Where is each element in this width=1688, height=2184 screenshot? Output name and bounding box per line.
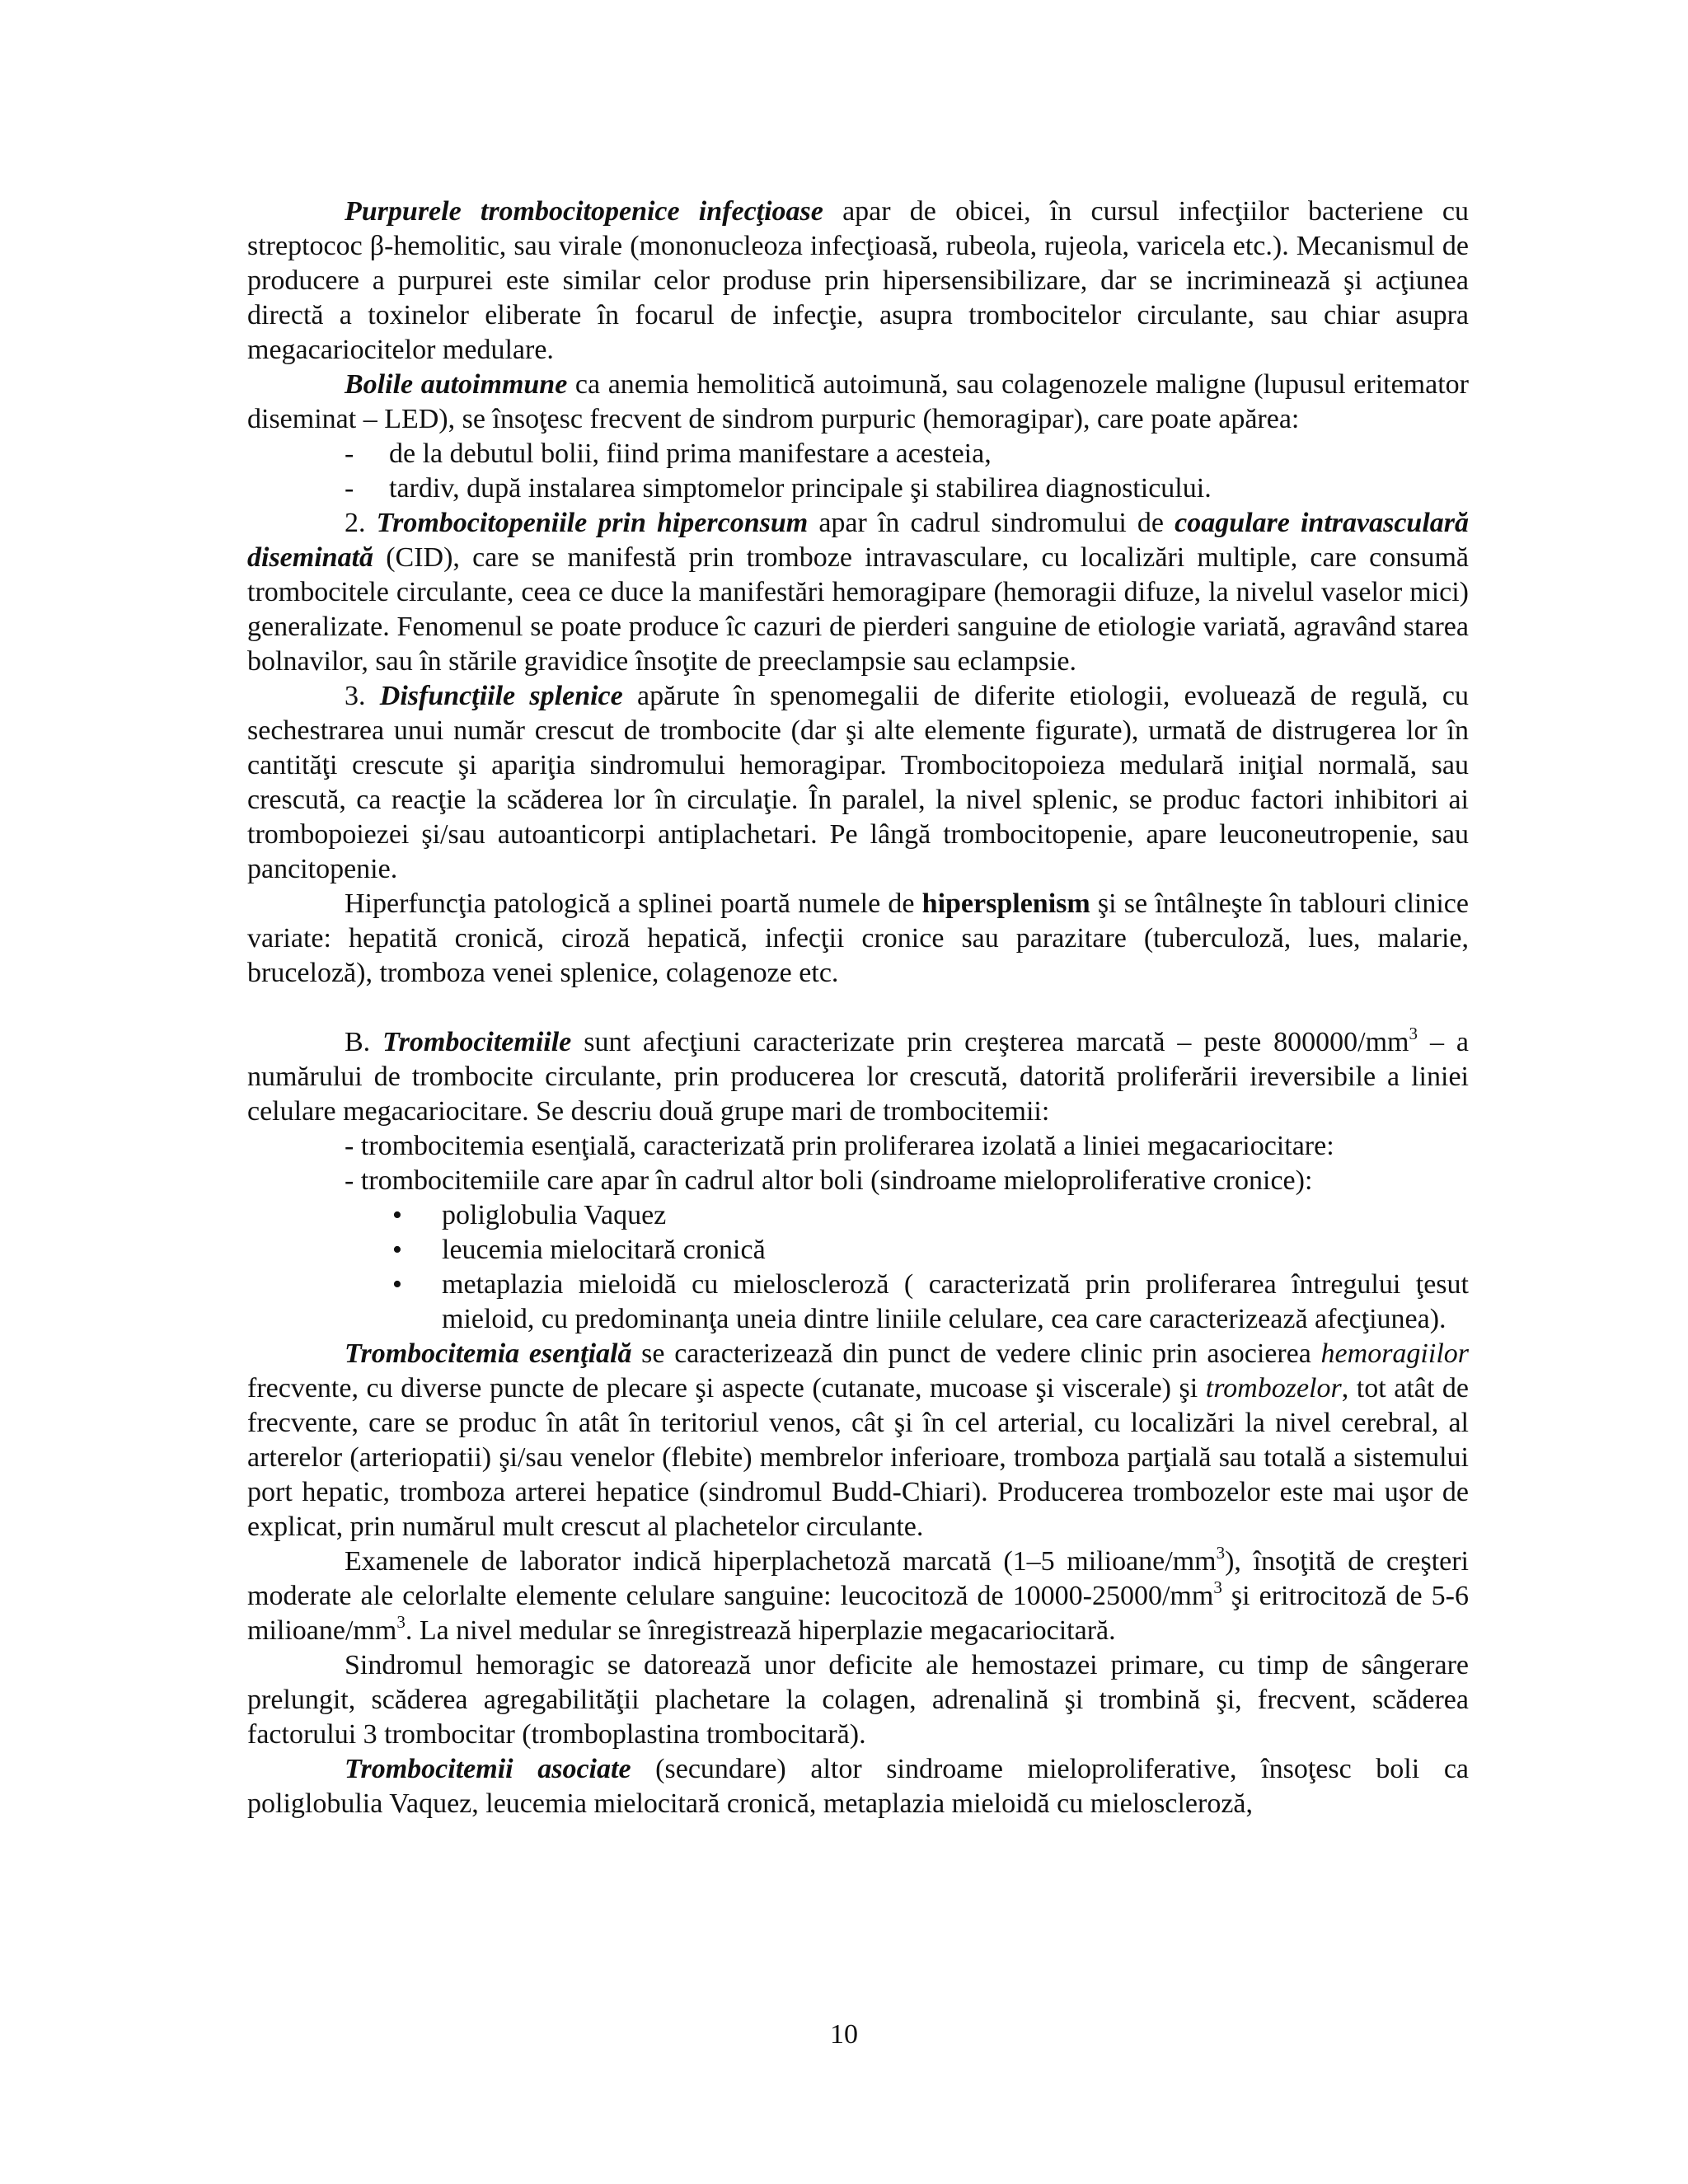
term-thrombocythemias: Trombocitemiile [382, 1027, 572, 1057]
paragraph-hemorrhagic-syndrome: Sindromul hemoragic se datorează unor deficite ale hemostazei primare, cu timp de sângerare prelungit, scăderea agregabilităţii plachetare la colagen, adrenalină şi trombină şi, frecvent, scăderea factorului 3 trombocitar (tromboplastina trombocitară). [247, 1650, 1469, 1750]
term-cid: coagulare intravasculară diseminată [247, 508, 1470, 573]
term-associated-thrombocythemias: Trombocitemii asociate [345, 1754, 631, 1784]
paragraph-splenic-dysfunction: 3. Disfuncţiile splenice apărute în spenomegalii de diferite etiologii, evoluează de regulă, cu sechestrarea unui număr crescut de trombocite (dar şi alte elemente figurate), urmată de distrugerea lor în cantităţi crescute şi apariţia sindromului hemoragipar. Trombocitopoieza medulară iniţial normală, sau crescută, ca reacţie la scăderea lor în circulaţie. În paralel, la nivel splenic, se produc factori inhibitori ai trombopoiezei şi/sau autoanticorpi antiplachetari. Pe lângă trombocitopenie, apare leuconeutropenie, sau pancitopenie. [247, 681, 1469, 884]
term-hyperconsumption: Trombocitopeniile prin hiperconsum [376, 508, 809, 538]
paragraph-hypersplenism: Hiperfuncţia patologică a splinei poartă numele de hipersplenism şi se întâlneşte în tablouri clinice variate: hepatită cronică, ciroză hepatică, infecţii cronice sau parazitare (tuberculoză, lues, malarie, bruceloză), tromboza venei splenice, colagenoze etc. [247, 888, 1469, 988]
group-line: - trombocitemiile care apar în cadrul altor boli (sindroame mieloproliferative cronice): [345, 1165, 1313, 1196]
paragraph-hyperconsumption: 2. Trombocitopeniile prin hiperconsum apar în cadrul sindromului de coagulare intravasculară diseminată (CID), care se manifestă prin tromboze intravasculare, cu localizări multiple, care consumă trombocitele circulante, ceea ce duce la manifestări hemoragipare (hemoragii difuze, la nivelul vaselor mici) generalizate. Fenomenul se poate produce îc cazuri de pierderi sanguine de etiologie variată, agravând starea bolnavilor, sau în stările gravidice însoţite de preeclampsie sau eclampsie. [247, 508, 1470, 677]
dash-item: - de la debutul bolii, fiind prima manifestare a acesteia, [345, 438, 992, 469]
term-hypersplenism: hipersplenism [921, 888, 1090, 919]
page-number: 10 [830, 2019, 858, 2050]
dash-item: - tardiv, după instalarea simptomelor principale şi stabilirea diagnosticului. [345, 473, 1212, 504]
term-infectious-purpura: Purpurele trombocitopenice infecţioase [345, 196, 823, 227]
paragraph-laboratory-exams: Examenele de laborator indică hiperplachetoză marcată (1–5 milioane/$mm^3$), însoţită de creşteri moderate ale celorlalte elemente celulare sanguine: leucocitoză de $10000-25000/mm^3$ şi eritrocitoză de 5-6 milioane/$mm^3$. La nivel medular se înregistrează hiperplazie megacariocitară. [247, 1543, 1470, 1646]
paragraph-associated-thrombocythemias: Trombocitemii asociate (secundare) altor sindroame mieloproliferative, însoţesc boli ca poliglobulia Vaquez, leucemia mielocitară cronică, metaplazia mieloidă cu mieloscleroză, [247, 1754, 1470, 1819]
paragraph-autoimmune-diseases: Bolile autoimmune ca anemia hemolitică autoimună, sau colagenozele maligne (lupusul eritemator diseminat – LED), se însoţesc frecvent de sindrom purpuric (hemoragipar), care poate apărea: [247, 369, 1469, 434]
paragraph-essential-thrombocythemia: Trombocitemia esenţială se caracterizează din punct de vedere clinic prin asocierea hemoragiilor frecvente, cu diverse puncte de plecare şi aspecte (cutanate, mucoase şi viscerale) şi trombozelor, tot atât de frecvente, care se produc în atât în teritoriul venos, cât şi în cel arterial, cu localizări la nivel cerebral, al arterelor (arteriopatii) şi/sau venelor (flebite) membrelor inferioare, tromboza parţială sau totală a sistemului port hepatic, tromboza arterei hepatice (sindromul Budd-Chiari). Producerea trombozelor este mai uşor de explicat, prin numărul mult crescut al plachetelor circulante. [247, 1338, 1470, 1542]
term-essential-thrombocythemia: Trombocitemia esenţială [345, 1338, 632, 1369]
term-autoimmune-diseases: Bolile autoimmune [345, 369, 568, 400]
term-splenic-dysfunction: Disfuncţiile splenice [379, 681, 623, 711]
paragraph-thrombocythemias: B. Trombocitemiile sunt afecţiuni caracterizate prin creşterea marcată – peste $800000/mm^3$ – a numărului de trombocite circulante, prin producerea lor crescută, datorită proliferării ireversibile a liniei celulare megacariocitare. Se descriu două grupe mari de trombocitemii: [247, 1024, 1469, 1127]
group-line: - trombocitemia esenţială, caracterizată prin proliferarea izolată a liniei megacariocitare: [345, 1131, 1334, 1161]
bullet-item: • poliglobulia Vaquez [392, 1200, 667, 1230]
paragraph-infectious-purpura: Purpurele trombocitopenice infecţioase apar de obicei, în cursul infecţiilor bacteriene cu streptococ β-hemolitic, sau virale (mononucleoza infecţioasă, rubeola, rujeola, varicela etc.). Mecanismul de producere a purpurei este similar celor produse prin hipersensibilizare, dar se incriminează şi acţiunea directă a toxinelor eliberate în focarul de infecţie, asupra trombocitelor circulante, sau chiar asupra megacariocitelor medulare. [247, 196, 1469, 365]
bullet-item: • leucemia mielocitară cronică [392, 1235, 766, 1265]
bullet-item: • metaplazia mieloidă cu mieloscleroză ( caracterizată prin proliferarea întregului ţesut mieloid, cu predominanţa uneia dintre liniile celulare, cea care caracterizează afecţiunea). [392, 1269, 1469, 1334]
document-body [247, 194, 1469, 1821]
